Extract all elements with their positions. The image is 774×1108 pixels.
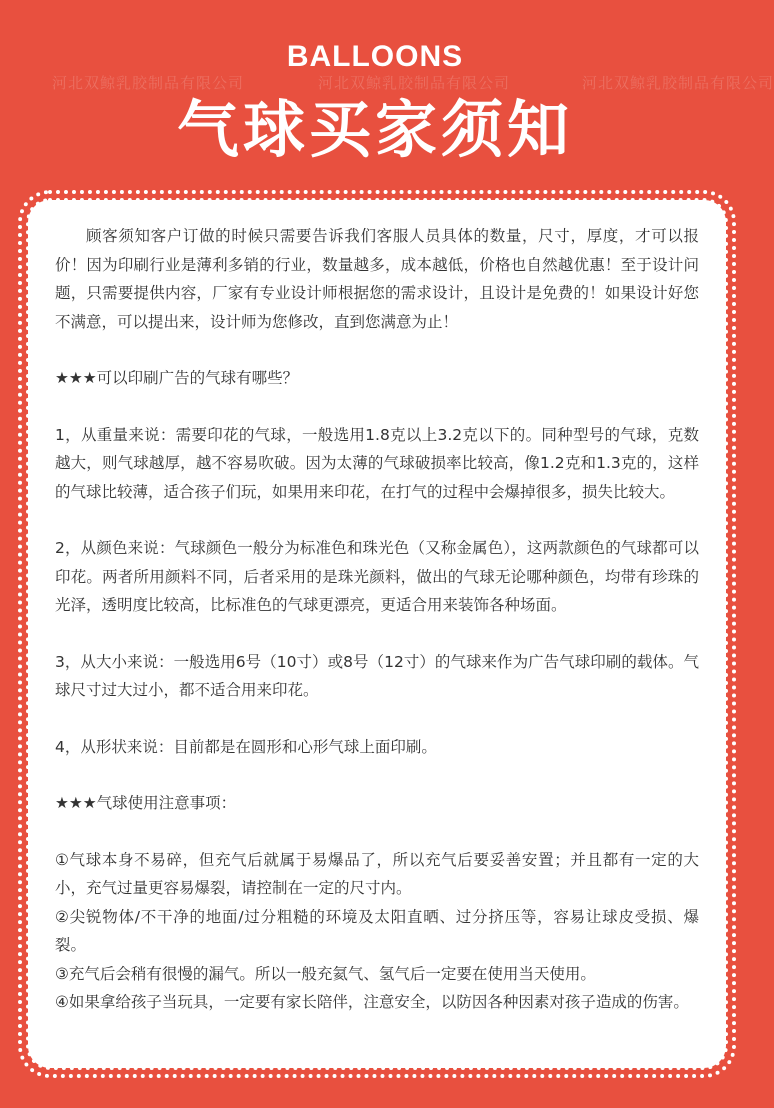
page-header bbox=[0, 40, 750, 169]
page-title: 气球买家须知 bbox=[176, 93, 573, 166]
watermark-top-right: 河北双鲸乳胶制品有限公司 bbox=[582, 74, 774, 92]
note-4: ④如果拿给孩子当玩具，一定要有家长陪伴，注意安全，以防因各种因素对孩子造成的伤害。 bbox=[55, 993, 689, 1011]
watermark-top-center: 河北双鲸乳胶制品有限公司 bbox=[318, 74, 511, 92]
question-heading-1: ★★★可以印刷广告的气球有哪些？ bbox=[55, 369, 299, 387]
note-1: ①气球本身不易碎，但充气后就属于易爆品了，所以充气后要妥善安置；并且都有一定的大小，充气过量更容易爆裂，请控制在一定的尺寸内。 bbox=[55, 850, 699, 897]
watermark-top-left: 河北双鲸乳胶制品有限公司 bbox=[52, 74, 245, 92]
intro-paragraph: 顾客须知客户订做的时候只需要告诉我们客服人员具体的数量，尺寸，厚度，才可以报价！因为印刷行业是薄利多销的行业，数量越多，成本越低，价格也自然越优惠！至于设计问题，只需要提供内容，厂家有专业设计师根据您的需求设计，且设计是免费的！如果设计好您不满意，可以提出来，设计师为您修改，直到您满意为止！ bbox=[55, 227, 699, 331]
note-2: ②尖锐物体/不干净的地面/过分粗糙的环境及太阳直晒、过分挤压等，容易让球皮受损、爆裂。 bbox=[55, 907, 699, 954]
point-weight: 1，从重量来说：需要印花的气球，一般选用1.8克以上3.2克以下的。同种型号的气球，克数越大，则气球越厚，越不容易吹破。因为太薄的气球破损率比较高，像1.2克和1.3克的，这样的气球比较薄，适合孩子们玩，如果用来印花，在打气的过程中会爆掉很多，损失比较大。 bbox=[55, 425, 699, 501]
question-heading-2: ★★★气球使用注意事项： bbox=[55, 794, 237, 812]
notice-card bbox=[28, 200, 726, 1068]
english-title: BALLOONS bbox=[286, 40, 464, 73]
point-shape: 4，从形状来说：目前都是在圆形和心形气球上面印刷。 bbox=[55, 737, 437, 756]
point-size: 3，从大小来说：一般选用6号（10寸）或8号（12寸）的气球来作为广告气球印刷的载体。气球尺寸过大过小，都不适合用来印花。 bbox=[55, 652, 699, 699]
note-3: ③充气后会稍有很慢的漏气。所以一般充氦气、氢气后一定要在使用当天使用。 bbox=[55, 964, 596, 983]
point-color: 2，从颜色来说：气球颜色一般分为标准色和珠光色（又称金属色），这两款颜色的气球都可以印花。两者所用颜料不同，后者采用的是珠光颜料，做出的气球无论哪种颜色，均带有珍珠的光泽，透明度比较高，比标准色的气球更漂亮，更适合用来装饰各种场面。 bbox=[55, 539, 699, 614]
